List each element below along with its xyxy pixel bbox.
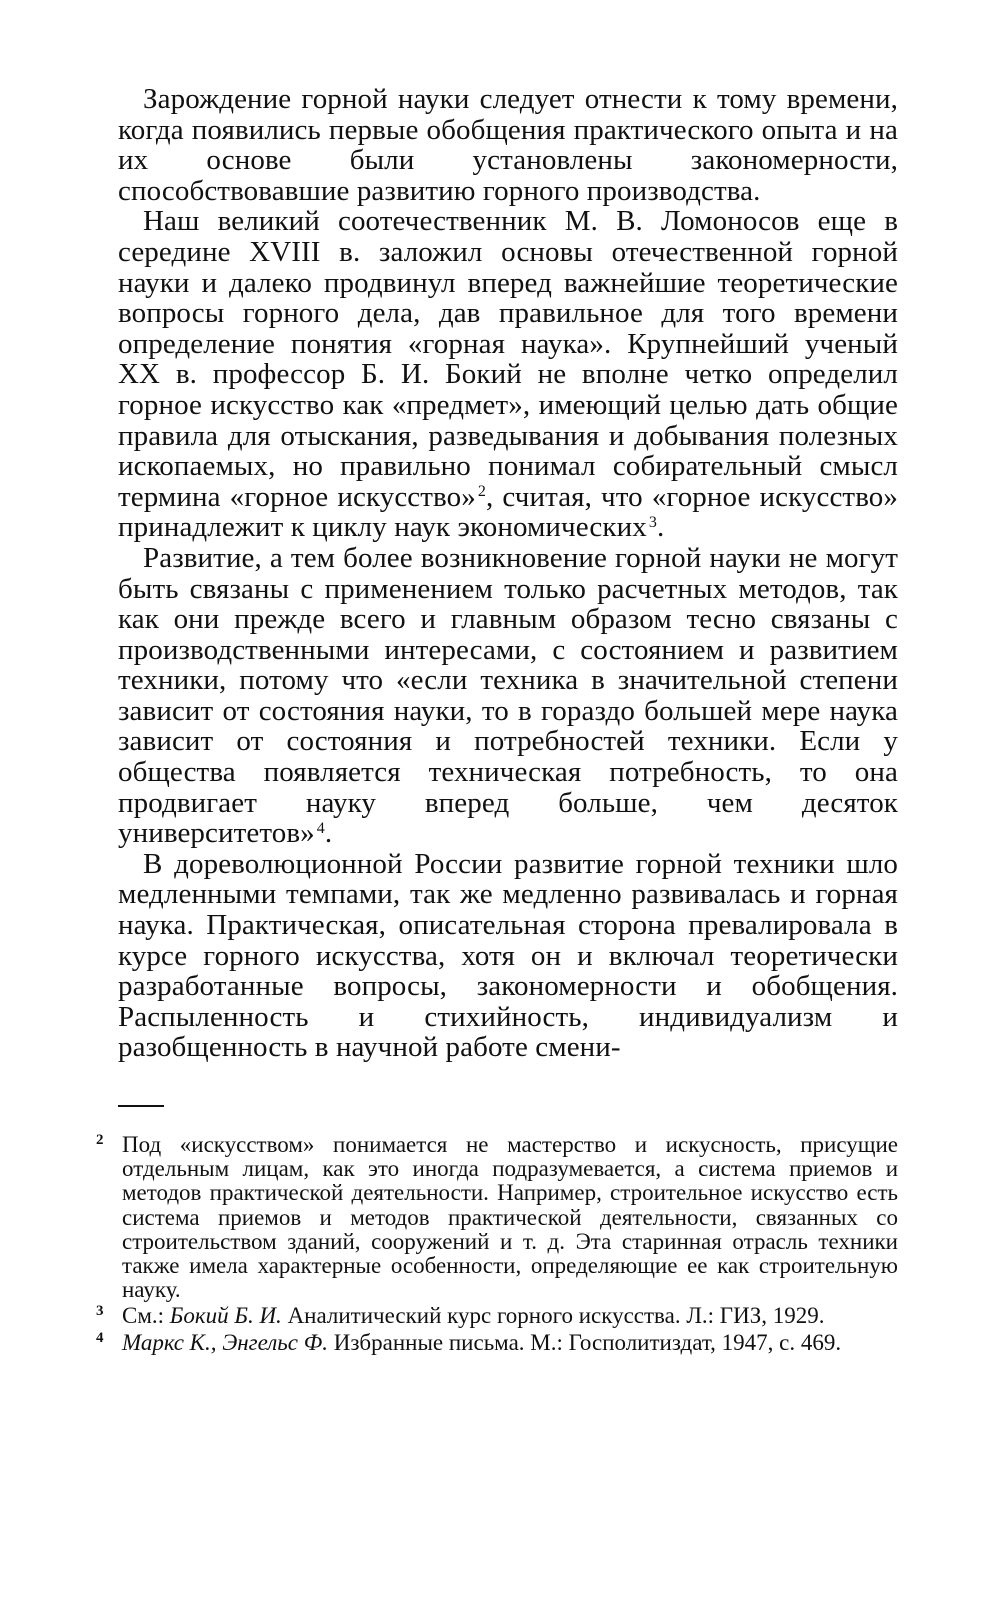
footnote-text: Под «искусством» понимается не мастерство и искусность, присущие отдельным лицам, как это иногда подразумевается, а система приемов и методов практической деятельности. Например, строительное искусство есть система приемов и методов практической деятельности, связанных со строительством зданий, сооружений и т. д. Эта старинная отрасль техники также имела характерные особенности, определяющие ее как строительную науку. xyxy=(122,1132,898,1303)
footnote-4 xyxy=(96,1329,898,1355)
footnote-2 xyxy=(96,1132,898,1303)
paragraph-4: В дореволюционной России развитие горной техники шло медленными темпами, так же медленно развивалась и горная наука. Практическая, описательная сторона превалировала в курсе горного искусства, хотя он и включал теоретически разработанные вопросы, закономерности и обобщения. Распыленность и стихийность, индивидуализм и разобщенность в научной работе смени- xyxy=(118,847,898,1064)
footnote-divider xyxy=(118,1105,164,1107)
paragraph-2 xyxy=(118,206,898,543)
footnote-author: Бокий Б. И. xyxy=(169,1303,282,1329)
footnote-3 xyxy=(96,1303,898,1329)
footnote-number: 3 xyxy=(96,1303,104,1320)
paragraph-2-text-cont: , считая, что «горное искусство» принадлежит к циклу наук экономических xyxy=(118,480,898,544)
footnote-ref-3[interactable]: 3 xyxy=(648,513,657,531)
footnotes xyxy=(96,1132,898,1355)
footnote-ref-2[interactable]: 2 xyxy=(477,483,486,501)
footnote-prefix: См.: xyxy=(122,1303,170,1329)
footnote-number: 2 xyxy=(96,1132,104,1148)
paragraph-3-end: . xyxy=(324,817,333,850)
footnote-citation: Избранные письма. М.: Госполитиздат, 1947, с. 469. xyxy=(327,1329,842,1355)
paragraph-2-text: Наш великий соотечественник М. В. Ломоносов еще в середине XVIII в. заложил основы отечественной горной науки и далеко продвинул вперед важнейшие теоретические вопросы горного дела, дав правильное для того времени определение понятия «горная наука». Крупнейший ученый XX в. профессор Б. И. Бокий не вполне четко определил горное искусство как «предмет», имеющий целью дать общие правила для отыскания, разведывания и добывания полезных ископаемых, но правильно понимал собирательный смысл термина «горное искусство» xyxy=(118,205,898,513)
paragraph-3 xyxy=(118,543,898,849)
paragraph-2-end: . xyxy=(656,511,665,544)
footnote-number: 4 xyxy=(96,1329,104,1346)
footnote-ref-4[interactable]: 4 xyxy=(316,819,325,837)
book-page xyxy=(96,83,898,1357)
paragraph-3-text: Развитие, а тем более возникновение горной науки не могут быть связаны с применением только расчетных методов, так как они прежде всего и главным образом тесно связаны с производственными интересами, с состоянием и развитием техники, потому что «если техника в значительной степени зависит от состояния науки, то в гораздо большей мере наука зависит от состояния и потребностей техники. Если у общества появляется техническая потребность, то она продвигает науку вперед больше, чем десяток университетов» xyxy=(118,541,898,850)
footnote-author: Маркс К., Энгельс Ф. xyxy=(122,1329,328,1355)
main-text xyxy=(118,84,898,1063)
footnote-citation: Аналитический курс горного искусства. Л.: ГИЗ, 1929. xyxy=(281,1303,825,1329)
paragraph-1: Зарождение горной науки следует отнести к тому времени, когда появились первые обобщения практического опыта и на их основе были установлены закономерности, способствовавшие развитию горного производства. xyxy=(118,83,898,207)
